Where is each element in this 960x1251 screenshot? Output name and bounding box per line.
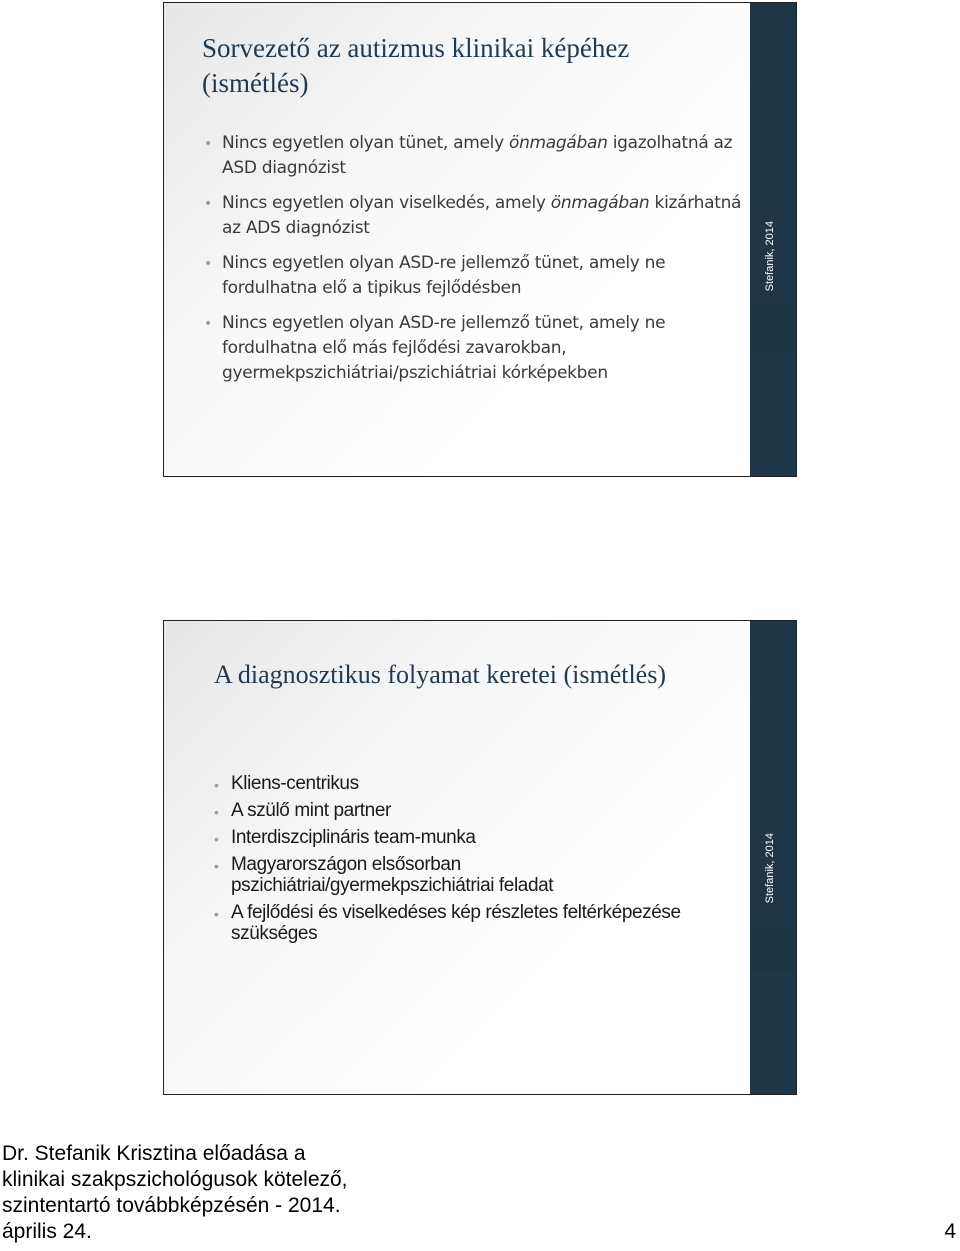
bullet-icon: • bbox=[204, 316, 212, 332]
sidebar-author-year: Stefanik, 2014 bbox=[764, 221, 776, 292]
bullet-list bbox=[204, 131, 744, 396]
list-item: • A fejlődési és viselkedéses kép részletes feltérképezése szükséges bbox=[214, 902, 681, 944]
slide-sidebar bbox=[750, 3, 796, 476]
bullet-icon: • bbox=[214, 831, 219, 847]
bullet-icon: • bbox=[214, 858, 219, 874]
list-item: • Magyarországon elsősorban pszichiátriai/gyermekpszichiátriai feladat bbox=[214, 854, 554, 896]
bullet-icon: • bbox=[214, 777, 219, 793]
slide-title: Sorvezető az autizmus klinikai képéhez (ismétlés) bbox=[202, 33, 630, 98]
sidebar-author-year: Stefanik, 2014 bbox=[764, 833, 776, 904]
footer-line: Dr. Stefanik Krisztina előadása a bbox=[2, 1142, 306, 1165]
slide-2 bbox=[163, 620, 797, 1095]
footer-line: szintentartó továbbképzésén - 2014. bbox=[2, 1194, 341, 1217]
bullet-icon: • bbox=[204, 196, 212, 212]
page-footer bbox=[2, 1141, 702, 1245]
bullet-list bbox=[214, 773, 714, 950]
list-item: • Nincs egyetlen olyan ASD-re jellemző tünet, amely ne fordulhatna elő más fejlődési zavarokban, gyermekpszichiátriai/pszichiátriai kórképekben bbox=[204, 313, 666, 383]
list-item: • Nincs egyetlen olyan tünet, amely önmagában igazolhatná az ASD diagnózist bbox=[204, 133, 733, 178]
footer-line: klinikai szakpszichológusok kötelező, bbox=[2, 1168, 348, 1191]
bullet-icon: • bbox=[214, 906, 219, 922]
list-item: • Interdiszciplináris team-munka bbox=[214, 827, 476, 848]
list-item: • A szülő mint partner bbox=[214, 800, 391, 821]
list-item: • Kliens-centrikus bbox=[214, 773, 359, 794]
slide-1 bbox=[163, 2, 797, 477]
list-item: • Nincs egyetlen olyan viselkedés, amely önmagában kizárhatná az ADS diagnózist bbox=[204, 193, 742, 238]
slide-title: A diagnosztikus folyamat keretei (ismétlés) bbox=[214, 660, 666, 689]
bullet-icon: • bbox=[204, 256, 212, 272]
list-item: • Nincs egyetlen olyan ASD-re jellemző tünet, amely ne fordulhatna elő a tipikus fejlődésben bbox=[204, 253, 666, 298]
slide-sidebar bbox=[750, 621, 796, 1094]
footer-line: április 24. bbox=[2, 1220, 92, 1243]
bullet-icon: • bbox=[214, 804, 219, 820]
bullet-icon: • bbox=[204, 136, 212, 152]
page-number: 4 bbox=[944, 1220, 956, 1243]
